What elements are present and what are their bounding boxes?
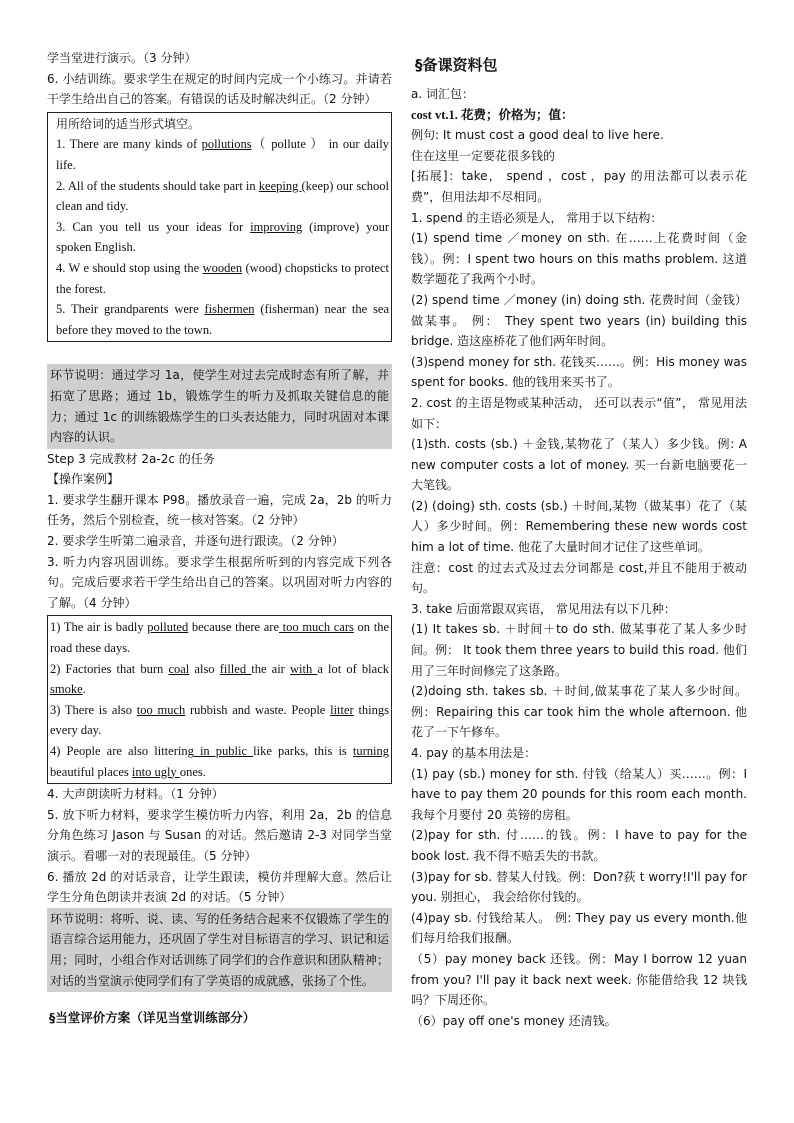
right-column — [411, 48, 747, 1031]
text-line: 例句: It must cost a good deal to live here. — [411, 128, 664, 143]
step-item: 6. 播放 2d 的对话录音，让学生跟读，模仿并理解大意。然后让学生分角色朗读并表演 2d 的对话。（5 分钟） — [47, 869, 392, 905]
text-line: (1) It takes sb. ＋时间＋to do sth. 做某事花了某人多少时间。例： It took them three years to build this road. 他们用了三年时间修完了这条路。 — [411, 622, 747, 678]
note-box: 环节说明：通过学习 1a，使学生对过去完成时态有所了解，并拓宽了思路；通过 1b，锻炼学生的听力及抓取关键信息的能力；通过 1c 的训练锻炼学生的口头表达能力，同时巩固对本课内容的认识。 — [47, 364, 392, 448]
text-line: (3)spend money for sth. 花钱买……。例：His money was spent for books. 他的钱用来买书了。 — [411, 354, 747, 390]
left-column — [47, 48, 392, 1029]
intro-line: 学当堂进行演示。（3 分钟） — [47, 51, 197, 65]
sentence: 4) People are also littering in public like parks, this is turning beautiful places into ugly ones. — [50, 744, 390, 779]
note-box: 环节说明：将听、说、读、写的任务结合起来不仅锻炼了学生的语言综合运用能力，还巩固了学生对目标语言的学习、识记和运用；同时，小组合作对话训练了同学们的合作意识和团队精神；对话的当堂演示使同学们有了学英语的成就感，张扬了个性。 — [47, 908, 392, 992]
evaluation-heading: §当堂评价方案（详见当堂训练部分） — [49, 1010, 256, 1026]
step-item: 4. 大声朗读听力材料。（1 分钟） — [47, 787, 224, 802]
text-line: (1) spend time ／money on sth. 在……上花费时间（金钱）。例：I spent two hours on this maths problem. 这道数学题花了我两个小时。 — [411, 231, 747, 287]
text-line: (2) (doing) sth. costs (sb.) ＋时间,某物（做某事）花了（某人）多少时间。例：Remembering these new words cost him a lot of time. 他花了大量时间才记住了这些单词。 — [411, 498, 747, 555]
text-line: (2)pay for sth. 付……的钱。例：I have to pay for the book lost. 我不得不赔丢失的书款。 — [411, 828, 747, 863]
answer: fishermen — [204, 302, 255, 317]
answer: pollutions — [201, 137, 252, 152]
text-line: 4. pay 的基本用法是： — [411, 746, 537, 760]
text-line: (2) spend time ／money (in) doing sth. 花费时间（金钱）做某事。 例： They spent two years (in) building this bridge. 造这座桥花了他们两年时间。 — [411, 292, 747, 349]
section-heading: §备课资料包 — [415, 56, 498, 74]
step-heading: Step 3 完成教材 2a-2c 的任务 — [47, 451, 215, 466]
sentence: 3) There is also too much rubbish and waste. People litter things every day. — [50, 702, 390, 738]
entry-headword: cost vt.1. 花费；价格为；值： — [411, 107, 574, 122]
text-line: (2)doing sth. takes sb. ＋时间,做某事花了某人多少时间。例：Repairing this car took him the whole afternoon. 他花了一下午修车。 — [411, 684, 747, 740]
case-title: 【操作案例】 — [47, 472, 120, 487]
exercise-box — [47, 112, 392, 343]
text-line: （5）pay money back 还钱。例：May I borrow 12 yuan from you? I'll pay it back next week. 你能借给我 12 块钱吗？下周还你。 — [411, 951, 747, 1008]
sentence: 1) The air is badly polluted because there are too much cars on the road these days. — [50, 620, 389, 656]
vocab-label: a. 词汇包： — [411, 87, 474, 101]
text-line: [拓展]：take， spend ，cost ，pay 的用法都可以表示花费”，但用法却不尽相同。 — [411, 169, 747, 204]
text-line: 1. spend 的主语必须是人， 常用于以下结构： — [411, 210, 663, 225]
text-line: 2. cost 的主语是物或某种活动， 还可以表示“值”， 常见用法如下： — [411, 395, 747, 431]
exercise-item: 2. All of the students should take part in keeping (keep) our school clean and tidy. — [56, 178, 389, 214]
answer: keeping — [258, 178, 302, 193]
listening-box — [47, 615, 392, 784]
text-line: 3. take 后面常跟双宾语， 常见用法有以下几种： — [411, 601, 676, 616]
text-line: （6）pay off one's money 还清钱。 — [411, 1013, 617, 1028]
intro-line: 6. 小结训练。要求学生在规定的时间内完成一个小练习。并请若干学生给出自己的答案。有错误的话及时解决纠正。（2 分钟） — [47, 71, 392, 107]
step-item: 2. 要求学生听第二遍录音，并逐句进行跟读。（2 分钟） — [47, 534, 344, 549]
step-item: 3. 听力内容巩固训练。要求学生根据所听到的内容完成下列各句。完成后要求若干学生给出自己的答案。以巩固对听力内容的了解。（4 分钟） — [47, 554, 392, 610]
exercise-item: 4. W e should stop using the wooden (wood) chopsticks to protect the forest. — [56, 260, 389, 296]
step-item: 1. 要求学生翻开课本 P98。播放录音一遍，完成 2a，2b 的听力任务，然后个别检查，统一核对答案。（2 分钟） — [47, 492, 392, 528]
exercise-item: 3. Can you tell us your ideas for improving (improve) your spoken English. — [56, 219, 389, 255]
exercise-item: 5. Their grandparents were fishermen (fisherman) near the sea before they moved to the town. — [56, 302, 389, 337]
sentence: 2) Factories that burn coal also filled the air with a lot of black smoke. — [50, 661, 389, 697]
step-item: 5. 放下听力材料，要求学生模仿听力内容，利用 2a，2b 的信息分角色练习 Jason 与 Susan 的对话。然后邀请 2-3 对同学当堂演示。看哪一对的表现最佳。（5 分钟） — [47, 807, 392, 863]
text-line: (1)sth. costs (sb.) ＋金钱,某物花了（某人）多少钱。例: A new computer costs a lot of money. 买一台新电脑要花一大笔钱。 — [411, 437, 747, 493]
exercise-title: 用所给词的适当形式填空。 — [56, 116, 201, 131]
answer: wooden — [202, 260, 243, 275]
answer: improving — [250, 219, 303, 234]
text-line: 注意：cost 的过去式及过去分词都是 cost,并且不能用于被动句。 — [411, 560, 747, 596]
text-line: 住在这里一定要花很多钱的 — [411, 148, 556, 163]
text-line: (1) pay (sb.) money for sth. 付钱（给某人）买……。例：I have to pay them 20 pounds for this room each month. 我每个月要付 20 英镑的房租。 — [411, 766, 747, 822]
text-line: (3)pay for sb. 替某人付钱。例：Don?荻 t worry!I'll pay for you. 别担心， 我会给你付钱的。 — [411, 869, 747, 905]
text-line: (4)pay sb. 付钱给某人。 例: They pay us every month.他们每月给我们报酬。 — [411, 910, 747, 946]
exercise-item: 1. There are many kinds of pollutions（ pollute ） in our daily life. — [56, 137, 389, 172]
